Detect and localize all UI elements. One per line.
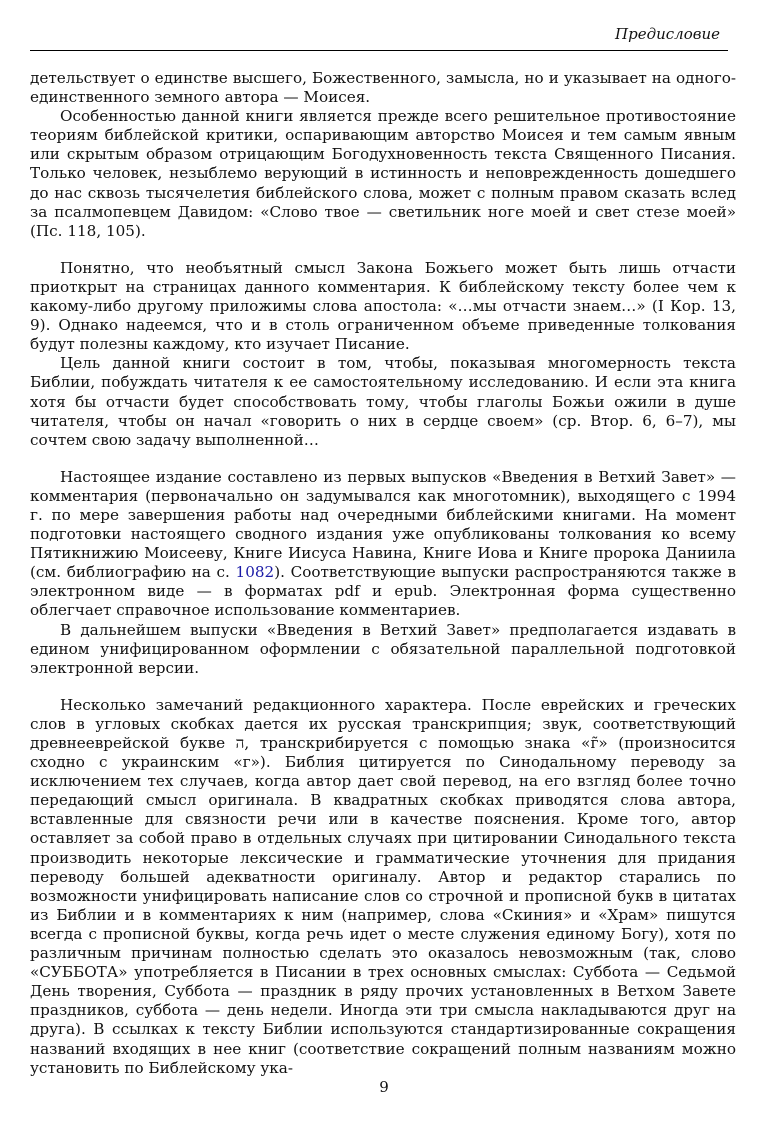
edition-text-before: Настоящее издание составлено из первых выпусков «Введения в Ветхий Завет» — комментария (первоначально он задумывался как многотомник), выходящего с 1994 г. по мере завершения работы над очередными библейскими книгами. На момент подготовки настоящего сводного издания уже опубликованы толкования ко всему Пятикнижию Моисееву, Книге Иисуса Навина, Книге Иова и Книге пророка Даниила (см. библиографию на с.	[30, 467, 736, 582]
paragraph-editorial: Несколько замечаний редакционного характера. После еврейских и греческих слов в угловых скобках дается их русская транскрипция; звук, соответствующий древнееврейской букве ה, транскрибируется с помощью знака «г̃» (произносится сходно с украинским «г»). Библия цитируется по Синодальному переводу за исключением тех случаев, когда автор дает свой перевод, на его взгляд более точно передающий смысл оригинала. В квадратных скобках приводятся слова автора, вставленные для связности речи или в качестве пояснения. Кроме того, автор оставляет за собой право в отдельных случаях при цитировании Синодального текста производить некоторые лексические и грамматические уточнения для придания переводу большей адекватности оригиналу. Автор и редактор старались по возможности унифицировать написание слов со строчной и прописной букв в цитатах из Библии и в комментариях к ним (например, слова «Скиния» и «Храм» пишутся всегда с прописной буквы, когда речь идет о месте служения единому Богу), хотя по различным причинам полностью сделать это оказалось невозможным (так, слово «СУББОТА» употребляется в Писании в трех основных смыслах: Суббота — Седьмой День творения, Суббота — праздник в ряду прочих установленных в Ветхом Завете праздников, суббота — день недели. Иногда эти три смысла накладываются друг на друга). В ссылках к тексту Библии используются стандартизированные сокращения названий входящих в нее книг (соответствие сокращений полным названиям можно установить по Библейскому ука-	[30, 695, 736, 1077]
edition-text-after: ). Соответствующие выпуски распространяются также в электронном виде — в форматах pdf и epub. Электронная форма существенно облегчает справочное использование комментариев.	[30, 563, 736, 620]
paragraph-meaning: Понятно, что необъятный смысл Закона Божьего может быть лишь отчасти приоткрыт на страницах данного комментария. К библейскому тексту более чем к какому-либо другому приложимы слова апостола: «…мы отчасти знаем…» (I Кор. 13, 9). Однако надеемся, что и в столь ограниченном объеме приведенные толкования будут полезны каждому, кто изучает Писание.	[30, 258, 736, 354]
page-number: 9	[379, 1078, 389, 1096]
page-reference-link[interactable]: 1082	[235, 563, 275, 582]
paragraph-edition	[30, 468, 736, 621]
running-head: Предисловие	[615, 25, 720, 43]
header-rule	[30, 50, 728, 51]
paragraph-purpose: Цель данной книги состоит в том, чтобы, показывая многомерность текста Библии, побуждать читателя к ее самостоятельному исследованию. И если эта книга хотя бы отчасти будет способствовать тому, чтобы глаголы Божьи ожили в душе читателя, чтобы он начал «говорить о них в сердце своем» (ср. Втор. 6, 6–7), мы сочтем свою задачу выполненной…	[30, 354, 736, 449]
paragraph-continuation: детельствует о единстве высшего, Божественного, замысла, но и указывает на одного-единственного земного автора — Моисея.	[30, 69, 736, 107]
paragraph-features: Особенностью данной книги является прежде всего решительное противостояние теориям библейской критики, оспаривающим авторство Моисея и тем самым явным или скрытым образом отрицающим Богодухновенность текста Священного Писания. Только человек, незыблемо верующий в истинность и неповрежденность дошедшего до нас сквозь тысячелетия библейского слова, может с полным правом сказать вслед за псалмопевцем Давидом: «Слово твое — светильник ноге моей и свет стезе моей» (Пс. 118, 105).	[30, 107, 736, 240]
paragraph-future: В дальнейшем выпуски «Введения в Ветхий Завет» предполагается издавать в едином унифицированном оформлении с обязательной параллельной подготовкой электронной версии.	[30, 620, 736, 677]
body-text	[30, 69, 736, 1078]
